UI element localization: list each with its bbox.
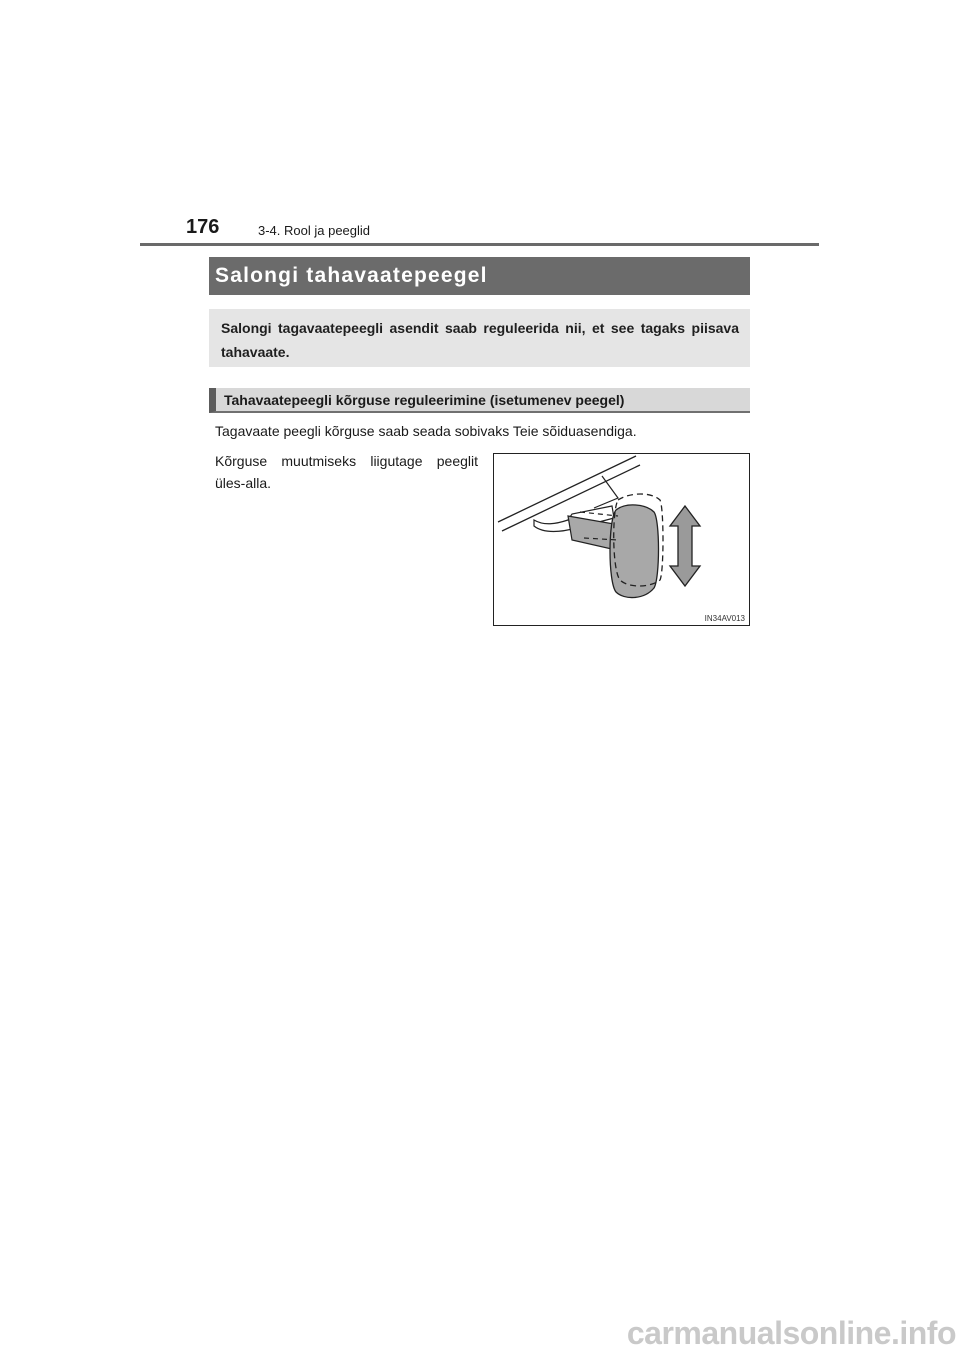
breadcrumb: 3-4. Rool ja peeglid xyxy=(258,223,371,238)
subsection-body: Tagavaate peegli kõrguse saab seada sobivaks Teie sõiduasendiga. xyxy=(215,423,637,439)
site-watermark: carmanualsonline.info xyxy=(626,1315,956,1351)
mirror-illustration xyxy=(493,453,750,626)
header-divider xyxy=(140,243,819,246)
mirror-height-diagram xyxy=(494,454,749,625)
subsection-heading: Tahavaatepeegli kõrguse reguleerimine (isetumenev peegel) xyxy=(209,388,750,413)
section-intro: Salongi tagavaatepeegli asendit saab reguleerida nii, et see tagaks piisava tahavaate. xyxy=(209,309,750,367)
page-number: 176 xyxy=(186,216,220,238)
figure-code: IN34AV013 xyxy=(704,614,745,623)
section-title: Salongi tahavaatepeegel xyxy=(209,257,750,295)
adjust-instruction: Kõrguse muutmiseks liigutage peeglit üles-alla. xyxy=(215,453,478,491)
